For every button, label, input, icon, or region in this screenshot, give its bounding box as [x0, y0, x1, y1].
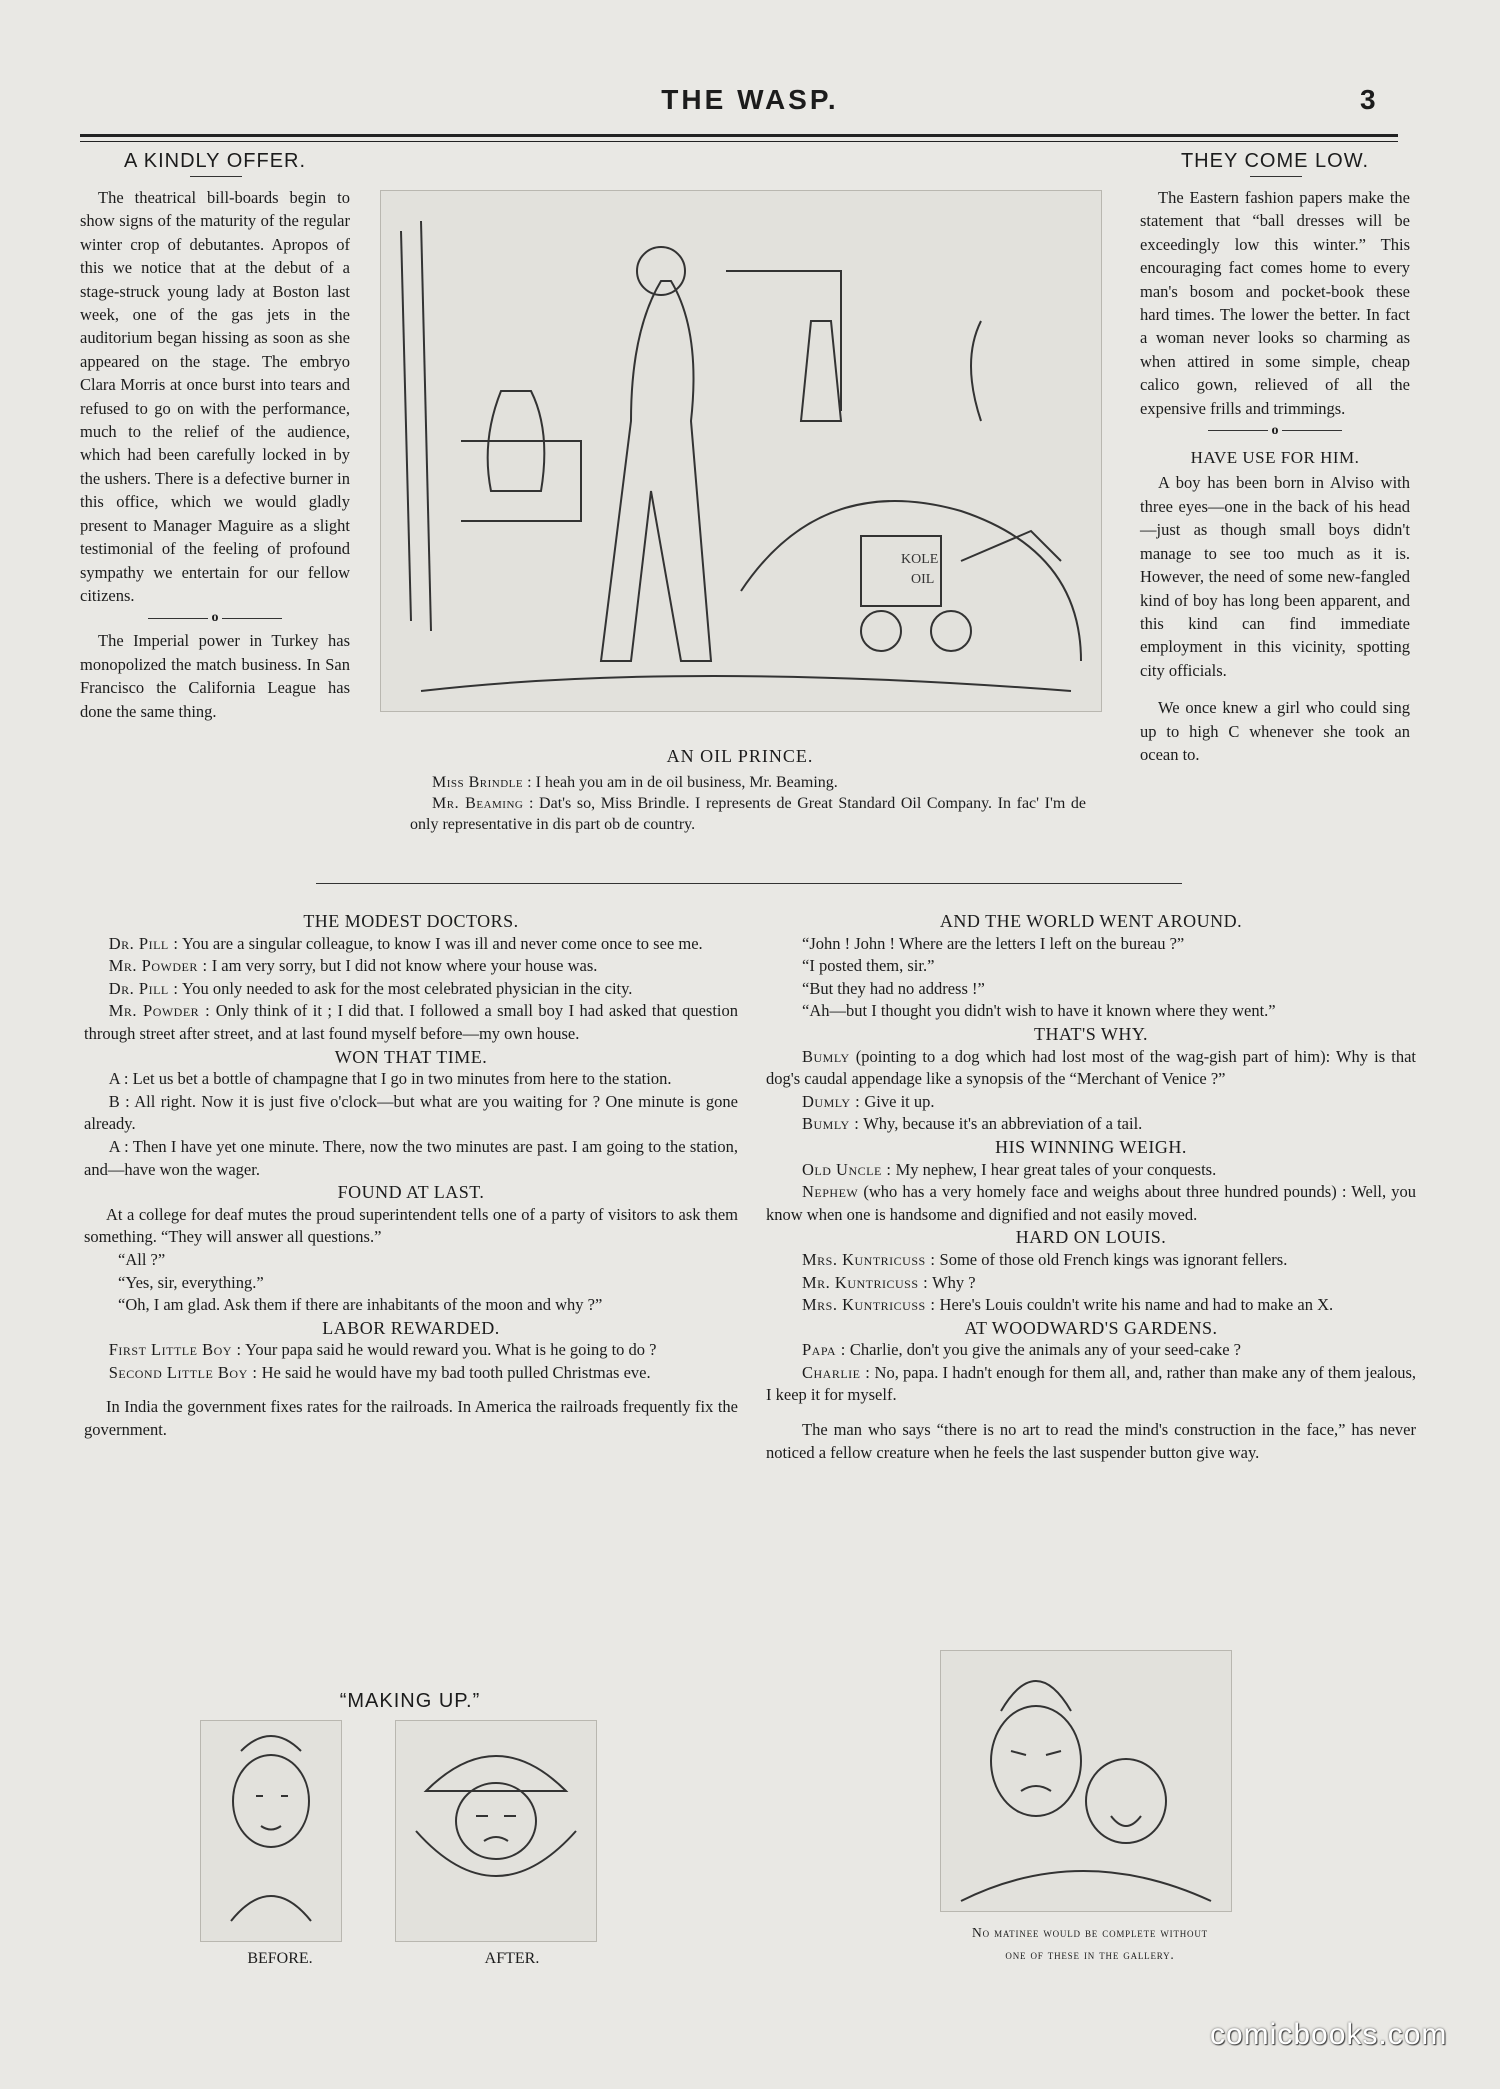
world-went-around-paragraph-2: “I posted them, sir.” [802, 956, 935, 976]
masthead-title: THE WASP. [661, 84, 839, 115]
matinee-caption-line-1: No matinee would be complete without [972, 1925, 1208, 1940]
found-at-last-paragraph-1: At a college for deaf mutes the proud superintendent tells one of a party of visitors to ask them something. “They will answer all questions.” [84, 1204, 738, 1247]
india-paragraph: In India the government fixes rates for the railroads. In America the railroads frequently fix the government. [84, 1397, 738, 1440]
kindly-offer-heading-rule [190, 176, 242, 177]
world-went-around-heading: AND THE WORLD WENT AROUND. [939, 911, 1243, 931]
page-number: 3 [1360, 84, 1377, 115]
found-at-last-paragraph-2: “All ?” [118, 1249, 166, 1269]
wagon-sign-kole: KOLE [901, 552, 939, 567]
hard-on-louis-line-3: Mrs. Kuntricuss : Here's Louis couldn't write his name and had to make an X. [802, 1295, 1334, 1315]
come-low-heading-rule [1250, 176, 1302, 177]
found-at-last-heading: FOUND AT LAST. [337, 1182, 485, 1203]
modest-doctors-line-1: Dr. Pill : You are a singular colleague, to know I was ill and never come once to see me. [108, 933, 703, 953]
kindly-offer-heading: A KINDLY OFFER. [123, 150, 307, 172]
woodwards-line-2: Charlie : No, papa. I hadn't enough for them all, and, rather than make any of them jealous, I keep it for myself. [766, 1362, 1416, 1405]
kindly-offer-column [80, 186, 350, 723]
kindly-offer-separator: o [80, 607, 350, 629]
winning-weigh-line-1: Old Uncle : My nephew, I hear great tales of your conquests. [802, 1159, 1217, 1179]
modest-doctors-heading: THE MODEST DOCTORS. [303, 911, 519, 931]
thats-why-heading: THAT'S WHY. [1033, 1023, 1149, 1044]
labor-rewarded-line-1: First Little Boy : Your papa said he would reward you. What is he going to do ? [108, 1340, 657, 1360]
kindly-offer-paragraph-1: The theatrical bill-boards begin to show signs of the maturity of the regular winter crop of debutantes. Apropos of this we notice that at the debut of a stage-struck young lady at Boston last week, one of the gas jets in the auditorium began hissing as soon as she appeared on the stage. The embryo Clara Morris at once burst into tears and refused to go on with the performance, much to the relief of the audience, which had been carefully locked in by the ushers. There is a defective burner in this office, which we would gladly present to Manager Maguire as a slight testimonial of the feeling of profound sympathy we entertain for our fellow citizens. [80, 188, 350, 605]
woodwards-line-1: Papa : Charlie, don't you give the animals any of your seed-cake ? [802, 1340, 1241, 1360]
winning-weigh-heading: HIS WINNING WEIGH. [995, 1136, 1187, 1157]
right-column [1140, 186, 1410, 766]
world-went-around-paragraph-4: “Ah—but I thought you didn't wish to have it known where they went.” [802, 1001, 1276, 1021]
labor-rewarded-line-2: Second Little Boy : He said he would have my bad tooth pulled Christmas eve. [108, 1362, 651, 1382]
before-caption: BEFORE. [247, 1950, 313, 1967]
lower-right-column [766, 910, 1416, 1464]
oil-prince-title: AN OIL PRINCE. [666, 746, 814, 766]
won-that-time-line-2: B : All right. Now it is just five o'clock—but what are you waiting for ? One minute is gone already. [84, 1091, 738, 1134]
making-up-heading: “MAKING UP.” [339, 1690, 481, 1712]
won-that-time-heading: WON THAT TIME. [334, 1046, 488, 1067]
come-low-paragraph: The Eastern fashion papers make the statement that “ball dresses will be exceedingly low this winter.” This encouraging fact comes home to every man's bosom and pocket-book these hard times. The lower the better. In fact a woman never looks so charming as when attired in some simple, cheap calico gown, relieved of all the expensive frills and trimmings. [1140, 188, 1410, 418]
use-for-him-paragraph: A boy has been born in Alviso with three eyes—one in the back of his head—just as though small boys didn't manage to see too much as it is. However, the need of some new-fangled kind of boy has long been apparent, and this kind can find immediate employment in this vicinity, spotting city officials. [1140, 473, 1410, 680]
won-that-time-line-1: A : Let us bet a bottle of champagne that I go in two minutes from here to the station. [108, 1069, 672, 1089]
section-divider [316, 883, 1182, 884]
hard-on-louis-line-2: Mr. Kuntricuss : Why ? [802, 1272, 976, 1292]
high-c-paragraph: We once knew a girl who could sing up to high C whenever she took an ocean to. [1140, 698, 1410, 764]
hard-on-louis-line-1: Mrs. Kuntricuss : Some of those old French kings was ignorant fellers. [802, 1249, 1288, 1269]
matinee-illustration [940, 1650, 1232, 1912]
lower-left-column [84, 910, 738, 1442]
after-illustration [395, 1720, 597, 1942]
thats-why-line-1: Bumly (pointing to a dog which had lost most of the wag-gish part of him): Why is that dog's caudal appendage like a synopsis of the “Merchant of Venice ?” [766, 1046, 1416, 1089]
kindly-offer-paragraph-2: The Imperial power in Turkey has monopolized the match business. In San Francisco the California League has done the same thing. [80, 631, 350, 721]
oil-prince-line-2: Mr. Beaming : Dat's so, Miss Brindle. I represents de Great Standard Oil Company. In fac' I'm de only representative in dis part ob de country. [410, 795, 1087, 833]
come-low-separator: o [1140, 420, 1410, 442]
oil-prince-dialogue [410, 772, 1086, 835]
found-at-last-paragraph-4: “Oh, I am glad. Ask them if there are inhabitants of the moon and why ?” [118, 1295, 603, 1315]
before-illustration [200, 1720, 342, 1942]
suspender-paragraph: The man who says “there is no art to read the mind's construction in the face,” has never noticed a fellow creature when he feels the last suspender button give way. [766, 1420, 1416, 1462]
masthead-rule [80, 134, 1398, 142]
thats-why-line-2: Dumly : Give it up. [802, 1091, 935, 1111]
world-went-around-paragraph-3: “But they had no address !” [802, 978, 985, 998]
come-low-heading: THEY COME LOW. [1180, 150, 1370, 172]
oil-prince-illustration [380, 190, 1102, 712]
hard-on-louis-heading: HARD ON LOUIS. [1015, 1227, 1167, 1248]
matinee-caption-line-2: one of these in the gallery. [1005, 1947, 1175, 1962]
world-went-around-paragraph-1: “John ! John ! Where are the letters I left on the bureau ?” [802, 933, 1185, 953]
modest-doctors-line-2: Mr. Powder : I am very sorry, but I did not know where your house was. [108, 956, 598, 976]
after-caption: AFTER. [484, 1950, 540, 1967]
won-that-time-line-3: A : Then I have yet one minute. There, now the two minutes are past. I am going to the station, and—have won the wager. [84, 1136, 739, 1179]
modest-doctors-line-4: Mr. Powder : Only think of it ; I did that. I followed a small boy I had asked that question through street after street, and at last found myself before—my own house. [84, 1001, 738, 1043]
winning-weigh-line-2: Nephew (who has a very homely face and weighs about three hundred pounds) : Well, you know when one is handsome and dignified and not easily moved. [766, 1182, 1416, 1224]
wagon-sign-oil: OIL [911, 572, 935, 587]
oil-prince-line-1: Miss Brindle : I heah you am in de oil business, Mr. Beaming. [432, 774, 838, 791]
woodwards-heading: AT WOODWARD'S GARDENS. [964, 1317, 1218, 1338]
found-at-last-paragraph-3: “Yes, sir, everything.” [118, 1272, 264, 1292]
thats-why-line-3: Bumly : Why, because it's an abbreviation of a tail. [802, 1114, 1143, 1134]
modest-doctors-line-3: Dr. Pill : You only needed to ask for the most celebrated physician in the city. [108, 978, 633, 998]
labor-rewarded-heading: LABOR REWARDED. [322, 1317, 500, 1338]
site-watermark: comicbooks.com [1210, 2018, 1448, 2051]
use-for-him-heading: HAVE USE FOR HIM. [1190, 448, 1360, 468]
